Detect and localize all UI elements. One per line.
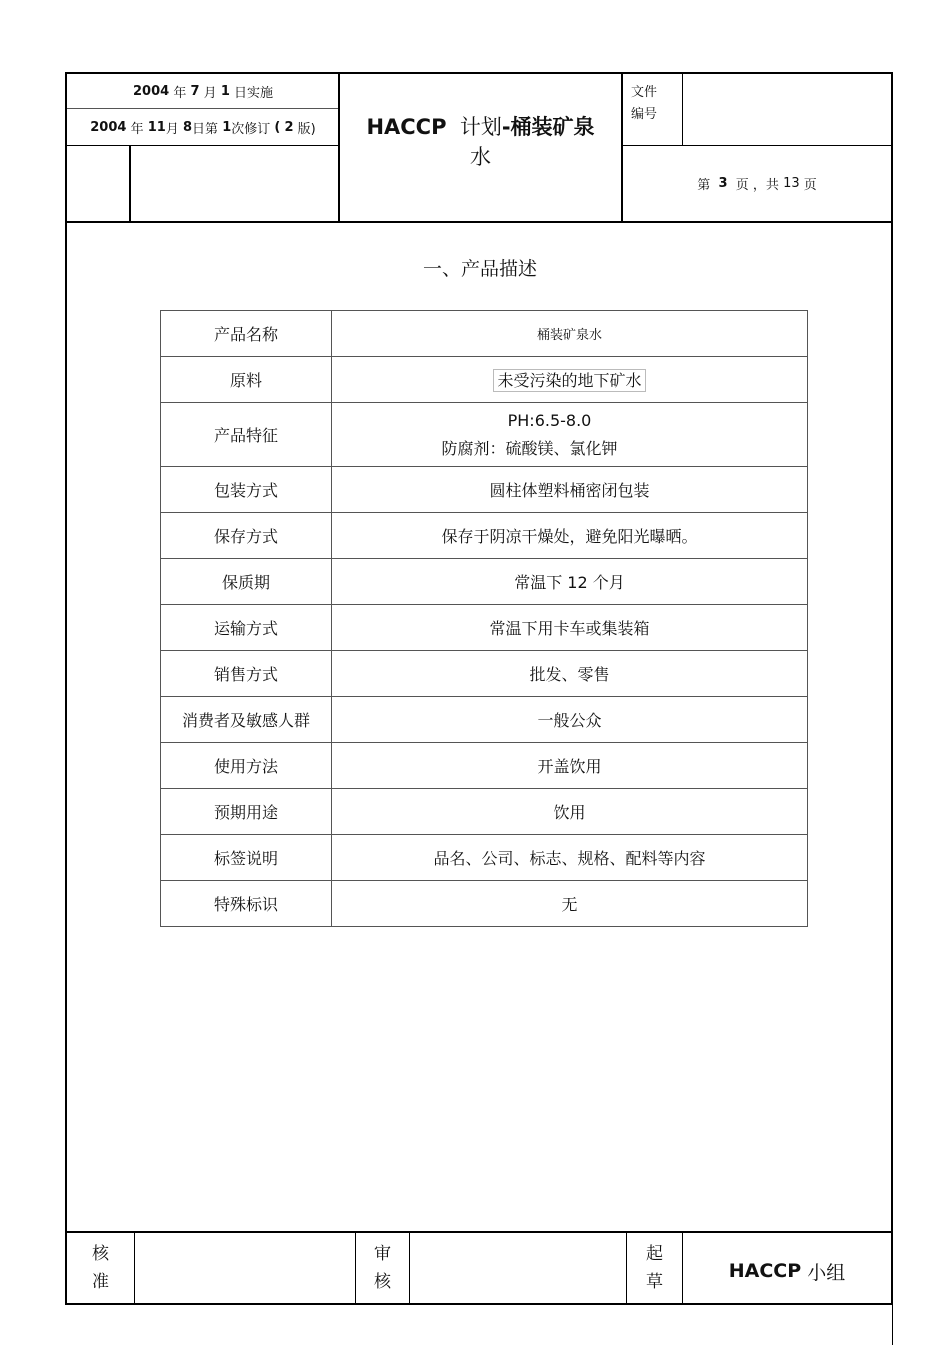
- approve-signature-field: [135, 1233, 355, 1303]
- table-row: [161, 651, 808, 697]
- row-value: 桶装矿泉水: [332, 311, 808, 357]
- row-key: 特殊标识: [161, 881, 332, 927]
- row-value: 圆柱体塑料桶密闭包装: [332, 467, 808, 513]
- row-key: 消费者及敏感人群: [161, 697, 332, 743]
- frame-left-border: [65, 72, 67, 1305]
- frame-right-tail: [892, 1305, 893, 1345]
- row-value: 常温下用卡车或集装箱: [332, 605, 808, 651]
- row-value: 饮用: [332, 789, 808, 835]
- draft-owner: HACCP 小组: [728, 1260, 846, 1284]
- row-key: 运输方式: [161, 605, 332, 651]
- review-label: 审 核: [374, 1244, 391, 1292]
- row-key: 预期用途: [161, 789, 332, 835]
- header-bottom-border: [65, 221, 893, 223]
- table-row: [161, 743, 808, 789]
- value-line-1: PH:6.5-8.0: [507, 410, 592, 430]
- table-row: [161, 605, 808, 651]
- table-row: [161, 311, 808, 357]
- review-signature-field: [410, 1233, 626, 1303]
- row-key: 销售方式: [161, 651, 332, 697]
- row-value: [332, 357, 808, 403]
- row-key: 使用方法: [161, 743, 332, 789]
- row-key: 产品特征: [161, 403, 332, 467]
- page-info: 第 3 页 ，共 13 页: [697, 176, 817, 193]
- header-divider-left: [67, 145, 339, 146]
- table-row: [161, 789, 808, 835]
- draft-label: 起 草: [646, 1244, 663, 1292]
- doc-number-label: 文件 编号: [631, 85, 658, 122]
- row-value: 批发、零售: [332, 651, 808, 697]
- table-row: [161, 559, 808, 605]
- row-key: 产品名称: [161, 311, 332, 357]
- title-line-1: HACCP 计划-桶装矿泉: [366, 115, 595, 139]
- document-title: [340, 112, 621, 172]
- table-row: [161, 881, 808, 927]
- effective-date: 2004 年 7 月 1 日实施: [132, 83, 274, 101]
- revision-date: 2004 年 11 月 8 日第 1 次修订 ( 2 版): [90, 119, 316, 137]
- row-value: 常温下 12 个月: [332, 559, 808, 605]
- row-value: 保存于阴凉干燥处，避免阳光曝晒。: [332, 513, 808, 559]
- title-line-2: 水: [470, 145, 491, 169]
- table-row: [161, 513, 808, 559]
- section-title: 一、产品描述: [422, 258, 537, 280]
- row-key: 保质期: [161, 559, 332, 605]
- approve-label: 核 准: [92, 1244, 109, 1292]
- row-value: 无: [332, 881, 808, 927]
- row-value: [332, 403, 808, 467]
- doc-number-value: [683, 74, 891, 145]
- row-key: 保存方式: [161, 513, 332, 559]
- table-row: [161, 403, 808, 467]
- row-key: 包装方式: [161, 467, 332, 513]
- row-key: 标签说明: [161, 835, 332, 881]
- value-line-2: 防腐剂：硫酸镁、氯化钾: [441, 438, 618, 458]
- boxed-value: 未受污染的地下矿水: [493, 369, 645, 392]
- table-row: [161, 467, 808, 513]
- table-row: [161, 697, 808, 743]
- row-value: 品名、公司、标志、规格、配料等内容: [332, 835, 808, 881]
- row-key: 原料: [161, 357, 332, 403]
- header-col-left-inner: [129, 145, 131, 222]
- table-row: [161, 357, 808, 403]
- row-value: 一般公众: [332, 697, 808, 743]
- frame-right-border: [891, 72, 893, 1305]
- row-value: 开盖饮用: [332, 743, 808, 789]
- product-table: [160, 310, 808, 927]
- table-row: [161, 835, 808, 881]
